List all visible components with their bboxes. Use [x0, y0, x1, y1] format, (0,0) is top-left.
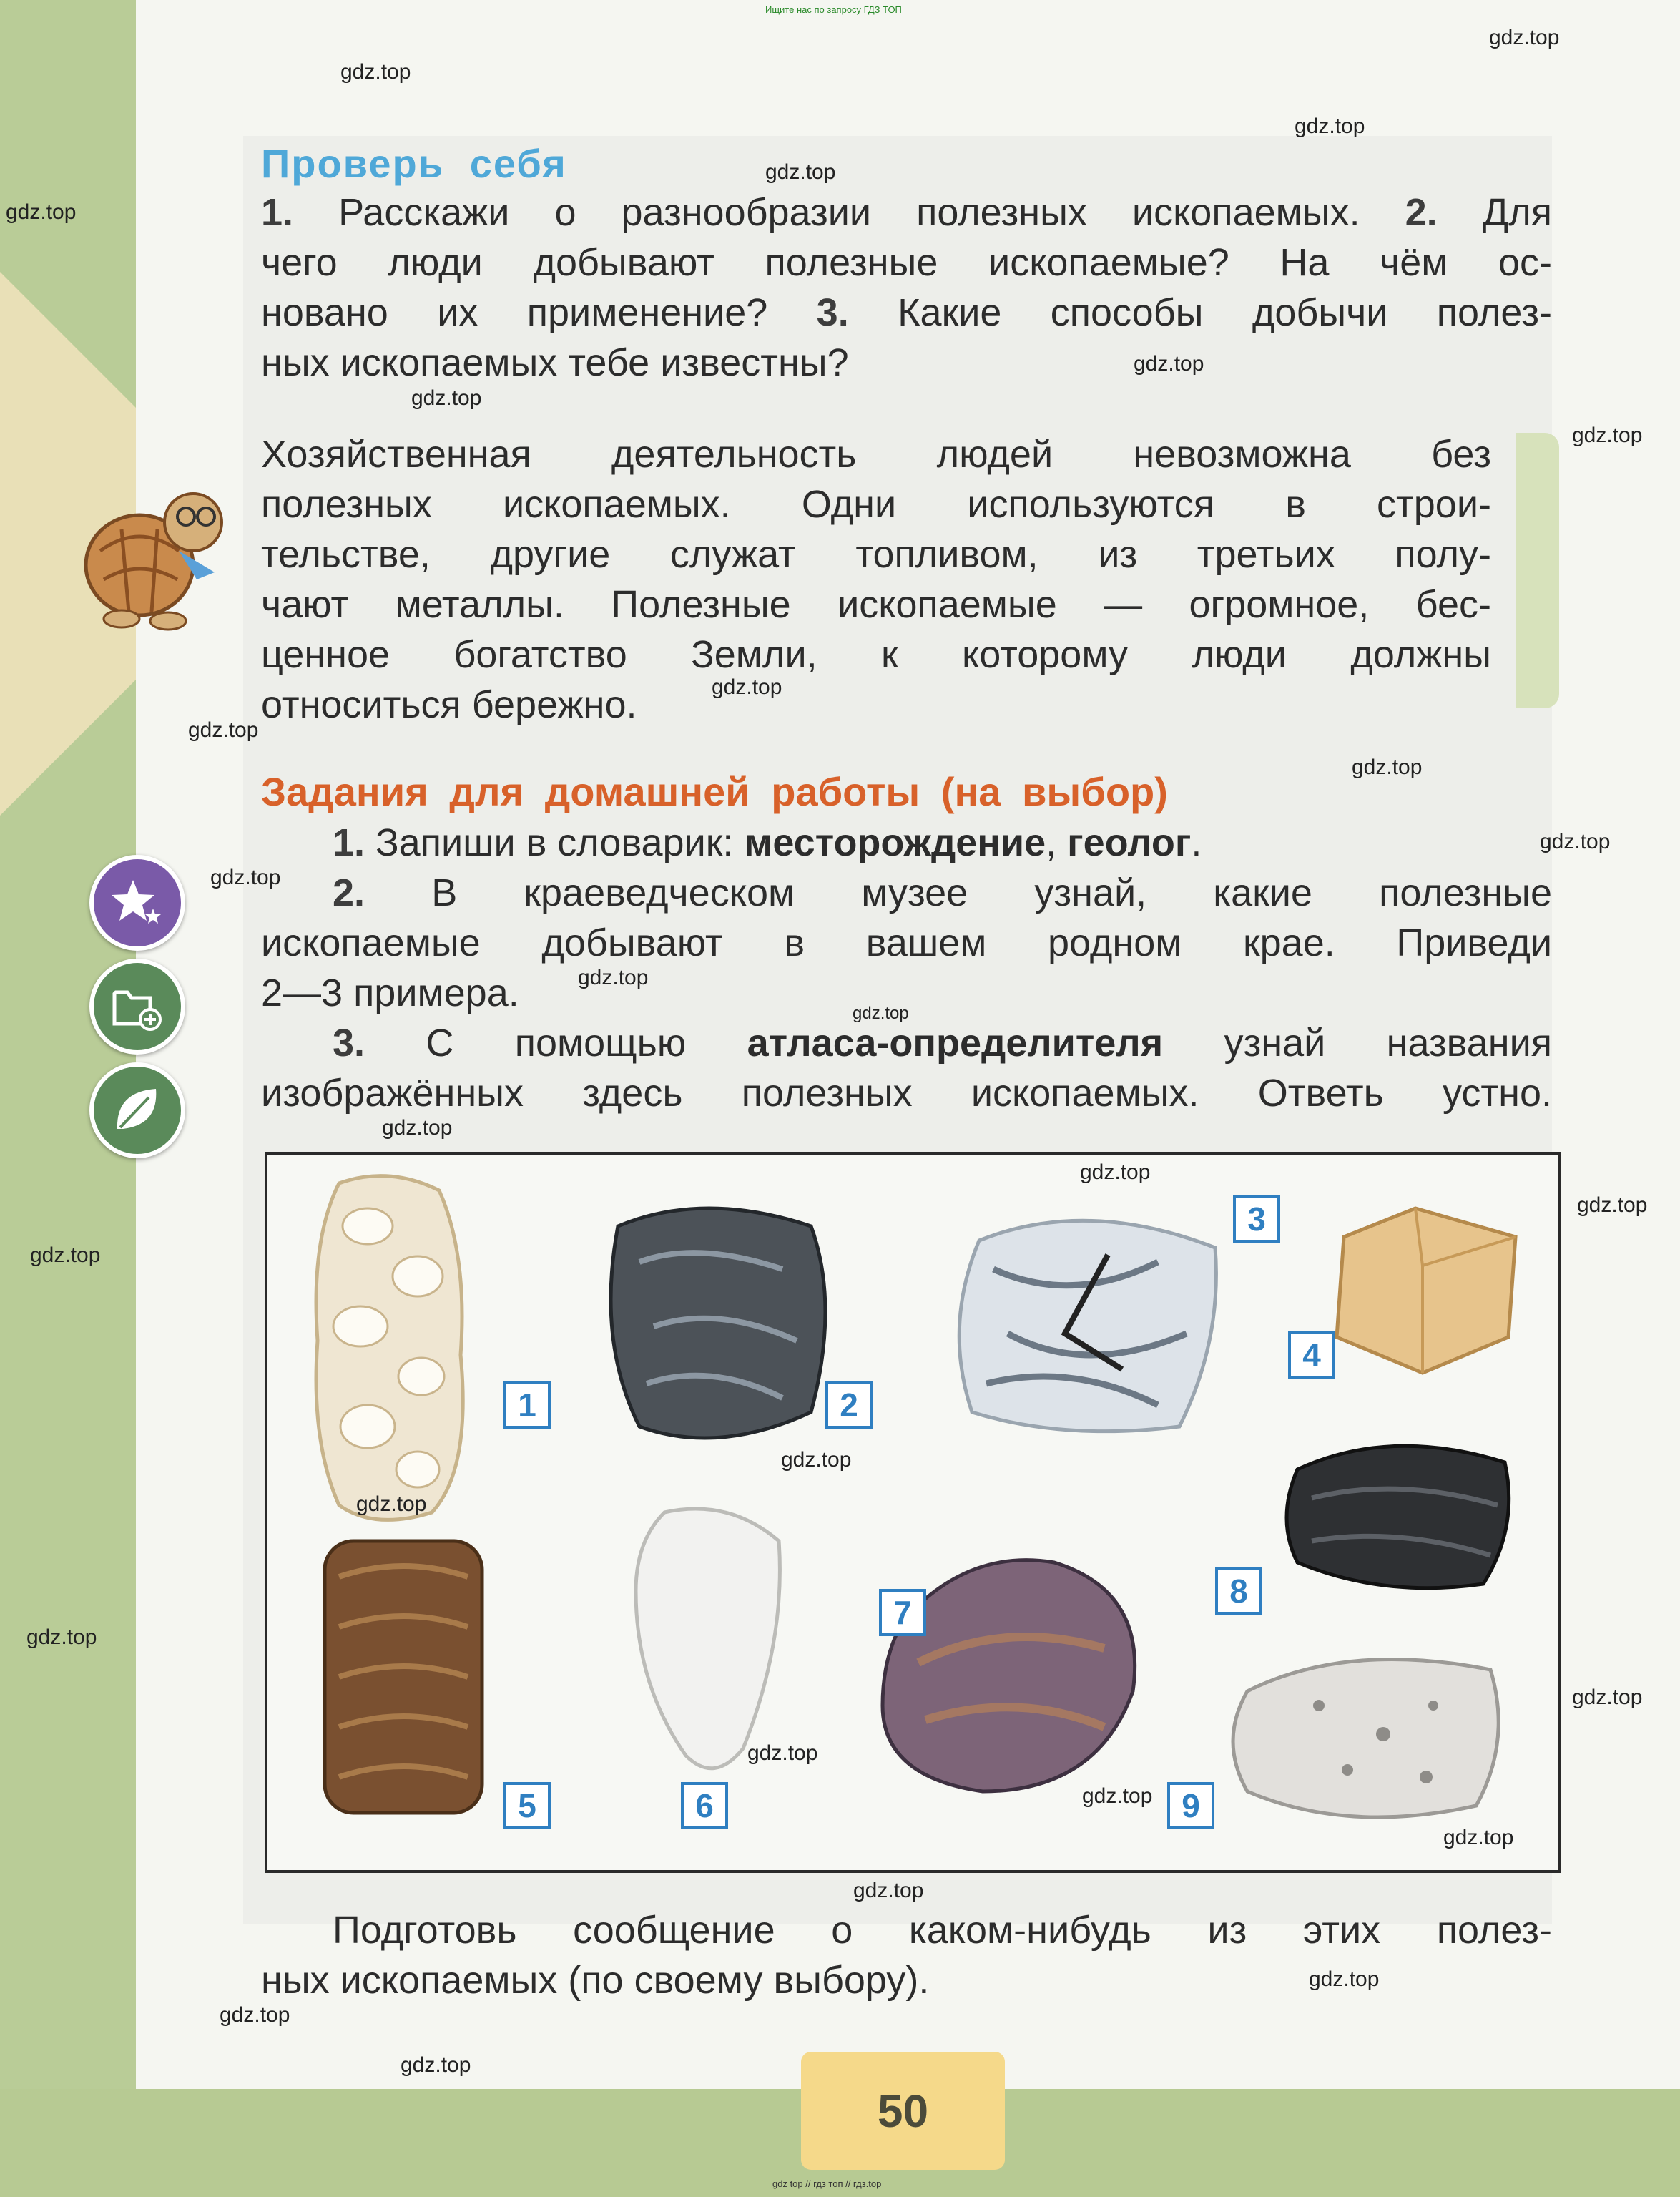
- check-q-line-4: ных ископаемых тебе известны?: [261, 341, 849, 384]
- specimen-3-marble: [943, 1198, 1229, 1441]
- label-2: 2: [825, 1381, 873, 1429]
- star-icon[interactable]: [89, 855, 185, 951]
- q2-number: 2.: [1405, 191, 1438, 234]
- watermark: gdz.top: [747, 1741, 818, 1765]
- q2-text-start: Для: [1482, 191, 1552, 234]
- q1-number: 1.: [261, 191, 294, 234]
- watermark: gdz.top: [30, 1243, 101, 1267]
- watermark: gdz.top: [712, 675, 782, 699]
- specimen-1-shell-limestone: [296, 1169, 475, 1527]
- task-2-line-1: [333, 868, 1552, 918]
- task-3-post: узнай названия: [1224, 1022, 1552, 1065]
- summary-line-5: ценное богатство Земли, к которому люди должны: [261, 633, 1491, 676]
- specimen-5-peat: [310, 1527, 496, 1827]
- task-1-dot: .: [1191, 821, 1202, 864]
- term-atlas: атласа-определителя: [747, 1022, 1164, 1065]
- specimen-2-dark-ore: [596, 1198, 840, 1455]
- final-line-1: Подготовь сообщение о каком-нибудь из этих полез-: [333, 1909, 1552, 1952]
- watermark: gdz.top: [1082, 1784, 1153, 1808]
- summary-line-2: полезных ископаемых. Одни используются в строи-: [261, 483, 1491, 526]
- watermark: gdz.top: [1572, 424, 1643, 447]
- summary-line-3: тельстве, другие служат топливом, из третьих полу-: [261, 533, 1491, 576]
- label-8: 8: [1215, 1567, 1262, 1615]
- watermark: gdz.top: [210, 866, 281, 889]
- watermark: gdz.top: [220, 2003, 290, 2027]
- final-line-2: ных ископаемых (по своему выбору).: [261, 1959, 930, 2002]
- watermark: gdz.top: [1080, 1160, 1151, 1184]
- q1-text: Расскажи о разнообразии полезных ископаемых.: [338, 191, 1360, 234]
- watermark: gdz.top: [188, 718, 259, 742]
- watermark: gdz.top: [356, 1492, 427, 1516]
- watermark: gdz.top: [382, 1116, 453, 1140]
- check-q-line-3: [261, 288, 1552, 338]
- watermark: gdz.top: [853, 1004, 909, 1023]
- task-1-text: Запиши в словарик:: [375, 821, 734, 864]
- label-6: 6: [681, 1782, 728, 1829]
- label-9: 9: [1167, 1782, 1214, 1829]
- term-deposit: месторождение: [744, 821, 1046, 864]
- folder-plus-icon[interactable]: [89, 959, 185, 1055]
- q3-number: 3.: [816, 291, 849, 334]
- bottom-tip: gdz top // гдз топ // гдз.top: [772, 2178, 882, 2189]
- specimen-8-coal: [1269, 1419, 1526, 1605]
- label-7: 7: [879, 1589, 926, 1636]
- watermark: gdz.top: [781, 1448, 852, 1472]
- q2-text-end: новано их применение?: [261, 291, 768, 334]
- task-1-number: 1.: [333, 821, 365, 864]
- label-1: 1: [503, 1381, 551, 1429]
- label-5: 5: [503, 1782, 551, 1829]
- summary-line-1: Хозяйственная деятельность людей невозможна без: [261, 433, 1491, 476]
- watermark: gdz.top: [401, 2053, 471, 2077]
- q3-text-start: Какие способы добычи полез-: [898, 291, 1552, 334]
- check-q-line-1: [261, 187, 1552, 238]
- task-2-line-3: 2—3 примера.: [261, 972, 519, 1014]
- check-q-line-2: чего люди добывают полезные ископаемые? На чём ос-: [261, 241, 1552, 284]
- watermark: gdz.top: [340, 60, 411, 84]
- watermark: gdz.top: [411, 386, 482, 410]
- watermark: gdz.top: [1295, 114, 1365, 138]
- watermark: gdz.top: [1540, 830, 1611, 853]
- task-2-number: 2.: [333, 871, 365, 914]
- watermark: gdz.top: [1572, 1685, 1643, 1709]
- task-2-text-1: В краеведческом музее узнай, какие полезные: [431, 871, 1552, 914]
- summary-line-6: относиться бережно.: [261, 683, 637, 726]
- watermark: gdz.top: [1443, 1826, 1514, 1849]
- watermark: gdz.top: [1489, 26, 1560, 49]
- task-1: [333, 818, 1441, 868]
- homework-heading: Задания для домашней работы (на выбор): [261, 769, 1168, 814]
- specimen-box: [265, 1152, 1561, 1873]
- turtle-mascot: [72, 472, 236, 637]
- top-tip: Ищите нас по запросу ГДЗ ТОП: [765, 4, 902, 15]
- right-page-tab: [1516, 433, 1559, 708]
- watermark: gdz.top: [578, 966, 649, 989]
- term-geologist: геолог: [1067, 821, 1192, 864]
- task-3-line-1: [333, 1018, 1552, 1068]
- task-1-comma: ,: [1046, 821, 1057, 864]
- check-yourself-heading: Проверь себя: [261, 141, 567, 186]
- specimen-4-granite: [1315, 1194, 1530, 1380]
- watermark: gdz.top: [6, 200, 77, 224]
- specimen-7-hematite: [861, 1534, 1161, 1806]
- leaf-icon[interactable]: [89, 1062, 185, 1158]
- task-3-pre: С помощью: [426, 1022, 687, 1065]
- watermark: gdz.top: [853, 1879, 924, 1902]
- summary-line-4: чают металлы. Полезные ископаемые — огромное, бес-: [261, 583, 1491, 626]
- watermark: gdz.top: [1352, 755, 1423, 779]
- watermark: gdz.top: [1577, 1193, 1648, 1217]
- watermark: gdz.top: [765, 160, 836, 184]
- watermark: gdz.top: [1309, 1967, 1380, 1991]
- specimen-9-pumice: [1219, 1627, 1519, 1834]
- page-number: 50: [801, 2052, 1005, 2170]
- task-2-line-2: ископаемые добывают в вашем родном крае. Приведи: [261, 921, 1552, 964]
- label-4: 4: [1288, 1331, 1335, 1379]
- task-3-line-2: изображённых здесь полезных ископаемых. Ответь устно.: [261, 1072, 1552, 1115]
- task-3-number: 3.: [333, 1022, 365, 1065]
- label-3: 3: [1233, 1195, 1280, 1243]
- watermark: gdz.top: [1134, 352, 1204, 376]
- watermark: gdz.top: [26, 1625, 97, 1649]
